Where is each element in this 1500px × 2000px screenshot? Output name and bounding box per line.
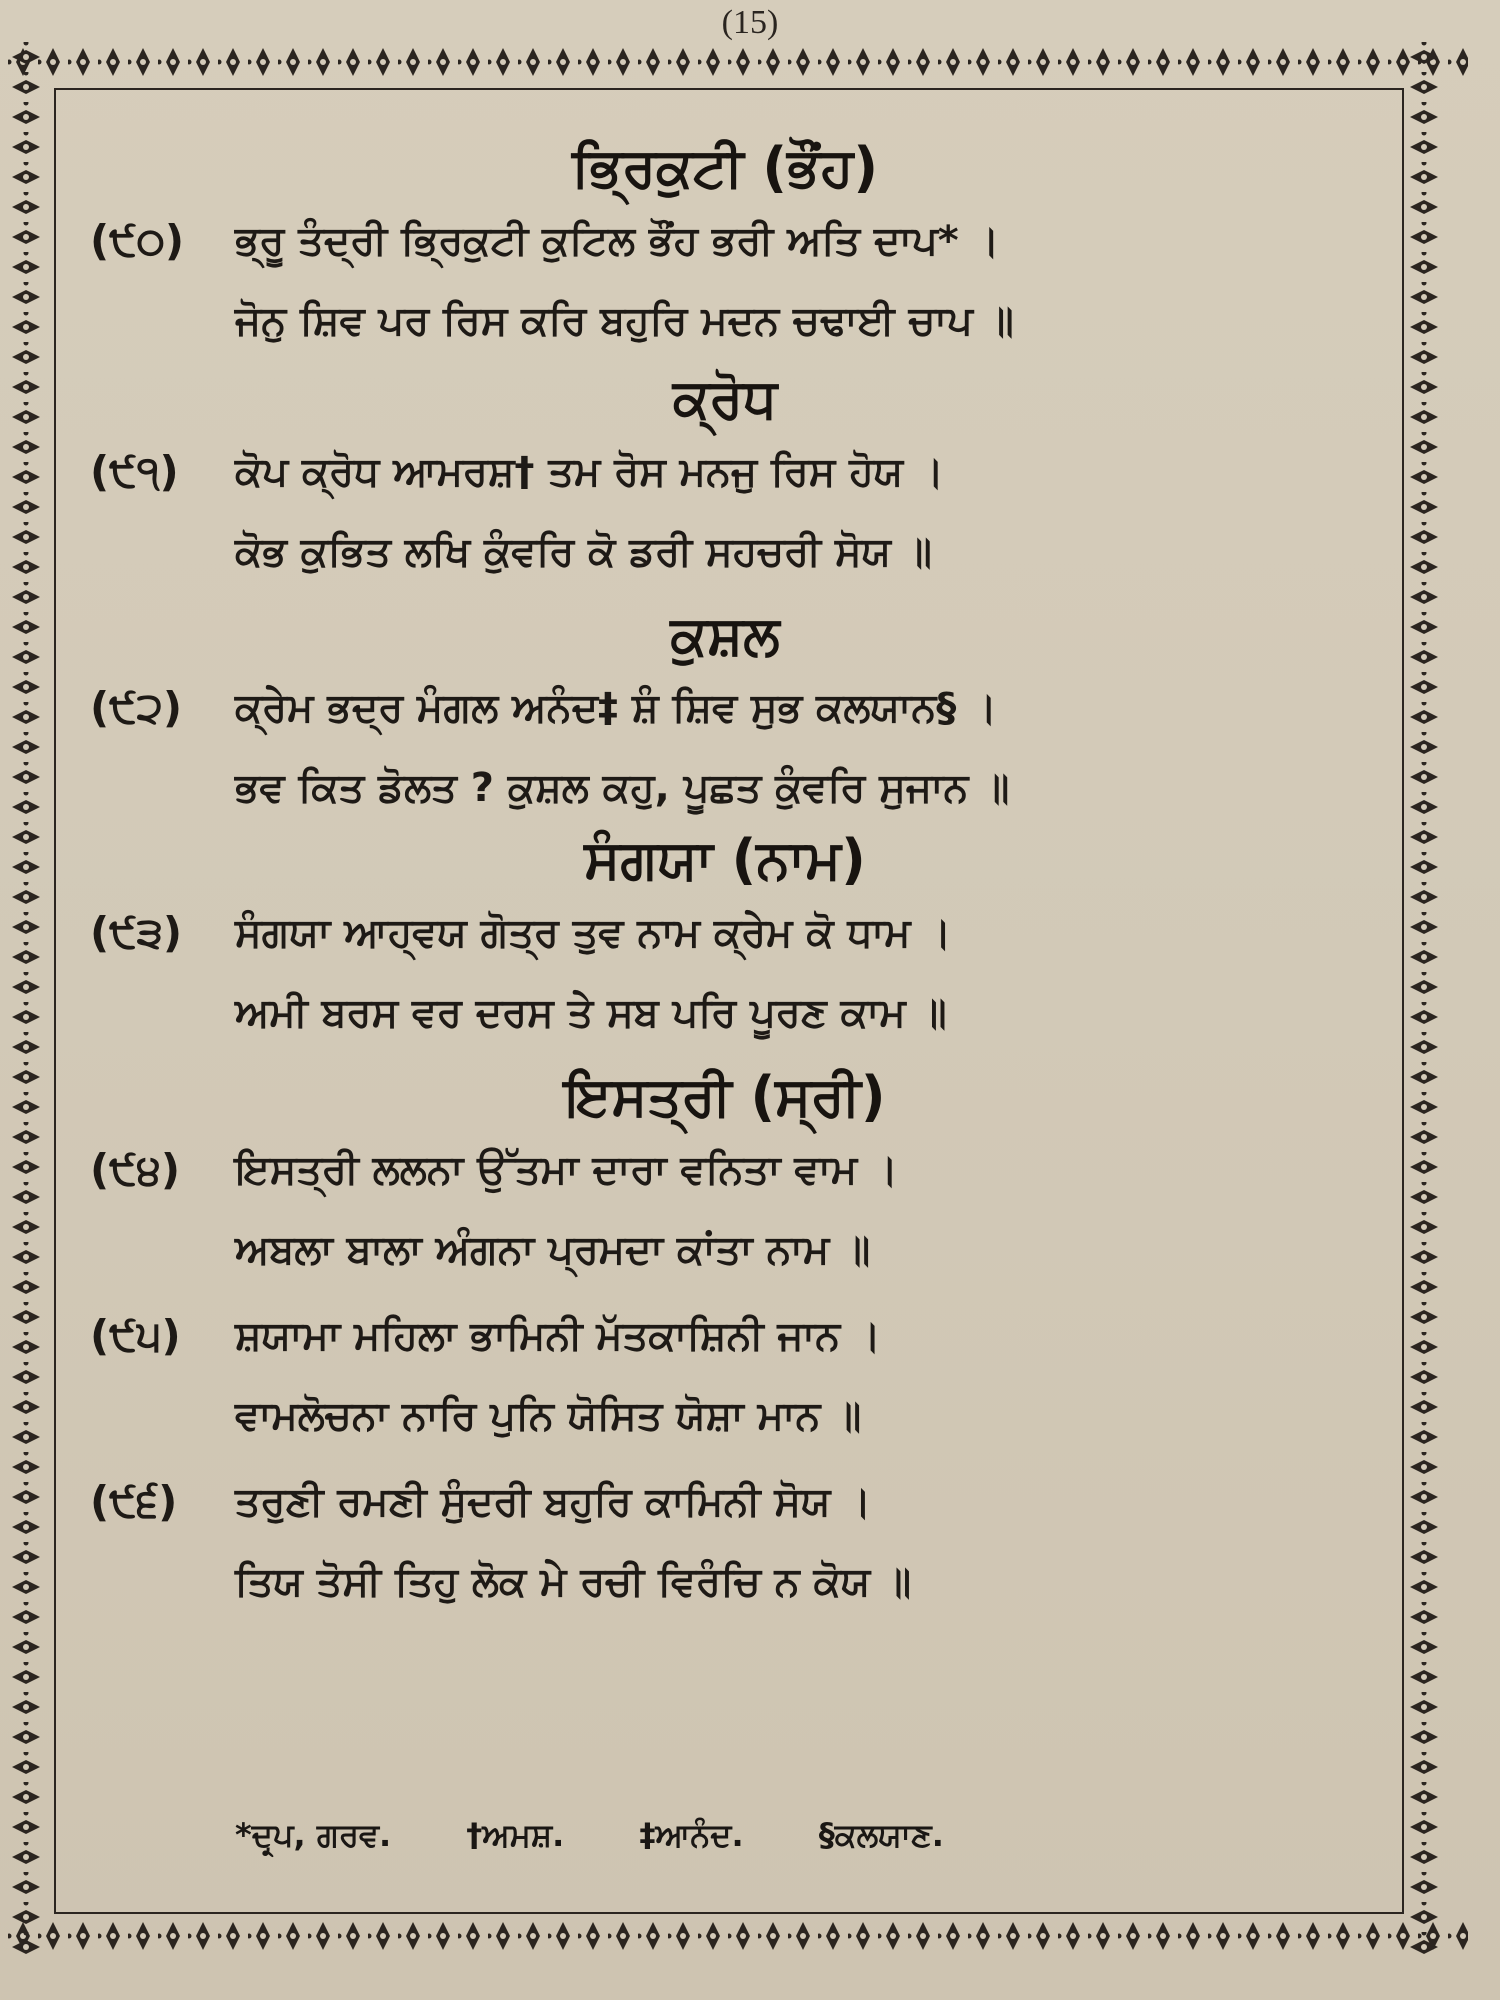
verse-94 <box>60 1130 1390 1290</box>
verse-91 <box>60 432 1390 592</box>
verse-line: ਇਸਤ੍ਰੀ ਲਲਨਾ ਉੱਤਮਾ ਦਾਰਾ ਵਨਿਤਾ ਵਾਮ । <box>235 1146 899 1193</box>
verse-line: ਭ੍ਰੂ ਤੰਦ੍ਰੀ ਭ੍ਰਿਕੁਟੀ ਕੁਟਿਲ ਭੌਂਹ ਭਰੀ ਅਤਿ ਦਾਪ* । <box>235 217 1000 264</box>
section-heading: ਕੁਸ਼ਲ <box>670 603 780 667</box>
verse-95 <box>60 1296 1390 1456</box>
verse-line: ਤਿਯ ਤੋਸੀ ਤਿਹੁ ਲੋਕ ਮੇ ਰਚੀ ਵਿਰੰਚਿ ਨ ਕੋਯ ॥ <box>235 1558 912 1605</box>
verse-line: ਅਬਲਾ ਬਾਲਾ ਅੰਗਨਾ ਪ੍ਰਮਦਾ ਕਾਂਤਾ ਨਾਮ ॥ <box>235 1226 871 1273</box>
footnote: †ਅਮਸ਼. <box>466 1816 565 1854</box>
verse-line: ਤਰੁਣੀ ਰਮਣੀ ਸੁੰਦਰੀ ਬਹੁਰਿ ਕਾਮਿਨੀ ਸੋਯ । <box>235 1478 872 1525</box>
section-heading: ਭ੍ਰਿਕੁਟੀ (ਭੌਂਹ) <box>571 136 879 199</box>
page-number: (15) <box>721 4 779 41</box>
ornamental-border-bottom <box>8 1916 1468 1956</box>
section-krodh <box>60 367 1390 592</box>
verse-number: (੯੨) <box>90 683 183 733</box>
section-heading: ਇਸਤ੍ਰੀ (ਸ੍ਰੀ) <box>564 1065 886 1129</box>
verse-number: (੯੦) <box>90 215 185 265</box>
verse-line: ਕ੍ਰੇਮ ਭਦ੍ਰ ਮੰਗਲ ਅਨੰਦ‡ ਸ਼ੰ ਸ਼ਿਵ ਸੁਭ ਕਲਯਾਨ§ । <box>235 685 998 732</box>
section-kushal <box>60 604 1390 829</box>
section-heading: ਸੰਗਯਾ (ਨਾਮ) <box>584 828 866 892</box>
verse-line: ਜੋਨੁ ਸ਼ਿਵ ਪਰ ਰਿਸ ਕਰਿ ਬਹੁਰਿ ਮਦਨ ਚਢਾਈ ਚਾਪ ॥ <box>235 297 1014 344</box>
verse-92 <box>60 668 1390 828</box>
footnote: §ਕਲਯਾਣ. <box>818 1816 944 1854</box>
footnotes <box>235 1816 1235 1855</box>
verse-number: (੯੪) <box>90 1144 181 1194</box>
verse-number: (੯੬) <box>90 1476 178 1526</box>
verse-line: ਵਾਮਲੋਚਨਾ ਨਾਰਿ ਪੁਨਿ ਯੋਸਿਤ ਯੋਸ਼ਾ ਮਾਨ ॥ <box>235 1392 862 1439</box>
verse-line: ਕੋਭ ਕੁਭਿਤ ਲਖਿ ਕੁੰਵਰਿ ਕੋ ਡਰੀ ਸਹਚਰੀ ਸੋਯ ॥ <box>235 528 932 575</box>
page-content <box>60 120 1390 1622</box>
section-heading: ਕ੍ਰੋਧ <box>672 366 778 430</box>
verse-line: ਸ਼ਯਾਮਾ ਮਹਿਲਾ ਭਾਮਿਨੀ ਮੱਤਕਾਸ਼ਿਨੀ ਜਾਨ । <box>235 1312 881 1359</box>
verse-line: ਕੋਪ ਕ੍ਰੋਧ ਆਮਰਸ਼† ਤਮ ਰੋਸ ਮਨਜੁ ਰਿਸ ਹੋਯ । <box>235 448 945 495</box>
footnote: ‡ਆਨੰਦ. <box>639 1816 744 1854</box>
section-bhrikuti <box>60 136 1390 361</box>
ornamental-border-right <box>1404 42 1444 1956</box>
verse-number: (੯੧) <box>90 446 179 496</box>
verse-line: ਅਮੀ ਬਰਸ ਵਰ ਦਰਸ ਤੇ ਸਬ ਪਰਿ ਪੂਰਣ ਕਾਮ ॥ <box>235 990 947 1037</box>
ornamental-border-top <box>8 42 1468 82</box>
ornamental-border-left <box>6 42 46 1956</box>
verse-93 <box>60 893 1390 1053</box>
footnote: *ਦਰ੍ਪ, ਗਰਵ. <box>235 1816 392 1854</box>
section-sangya <box>60 828 1390 1053</box>
verse-90 <box>60 201 1390 361</box>
verse-96 <box>60 1462 1390 1622</box>
section-istri <box>60 1065 1390 1622</box>
verse-line: ਸੰਗਯਾ ਆਹ੍ਵਯ ਗੋਤ੍ਰ ਤੁਵ ਨਾਮ ਕ੍ਰੇਮ ਕੋ ਧਾਮ । <box>235 910 952 957</box>
verse-number: (੯੫) <box>90 1310 181 1360</box>
verse-number: (੯੩) <box>90 908 183 958</box>
verse-line: ਭਵ ਕਿਤ ਡੋਲਤ ? ਕੁਸ਼ਲ ਕਹੁ, ਪੂਛਤ ਕੁੰਵਰਿ ਸੁਜਾਨ ॥ <box>235 765 1010 812</box>
